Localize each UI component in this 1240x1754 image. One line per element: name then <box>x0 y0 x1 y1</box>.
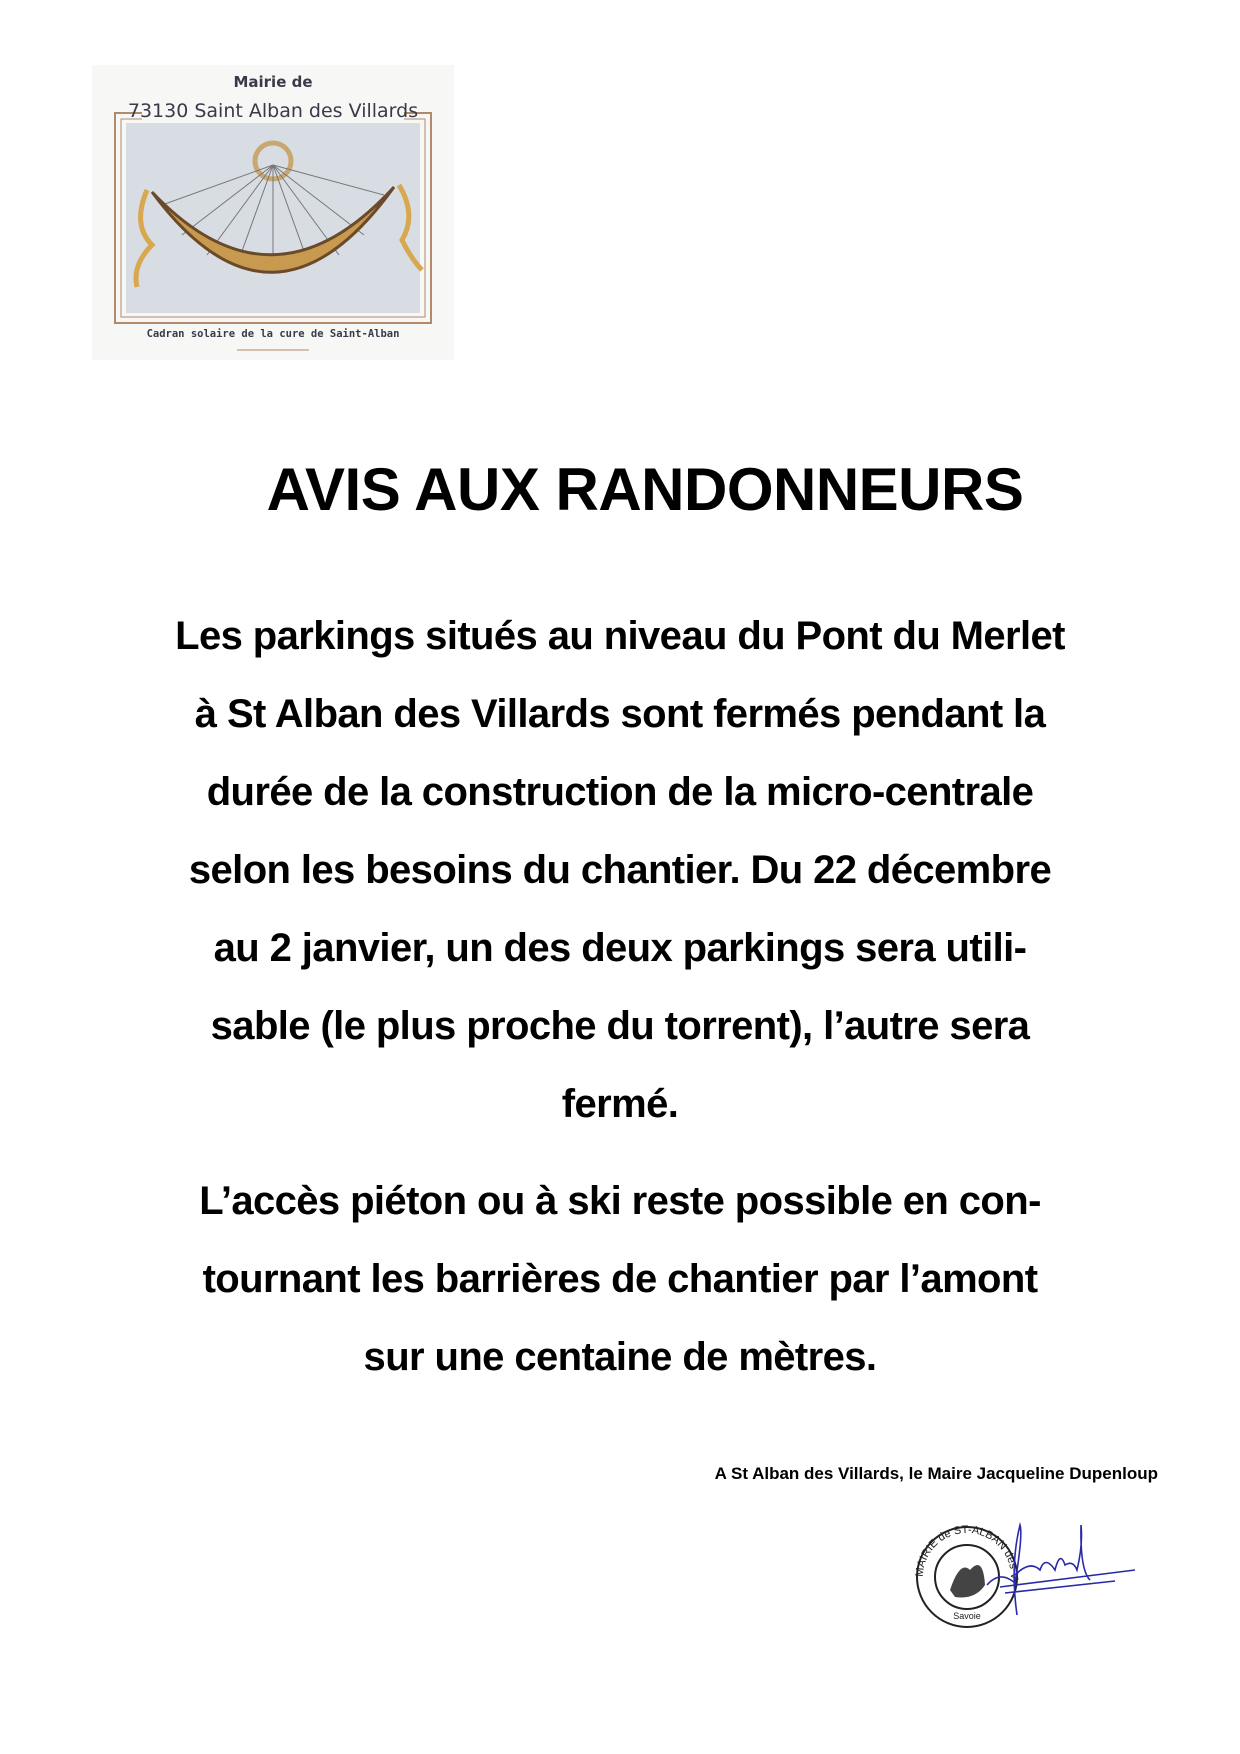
notice-paragraph-1 <box>0 597 1240 1143</box>
text-line: fermé. <box>561 1082 679 1126</box>
page-title: AVIS AUX RANDONNEURS <box>266 456 1024 523</box>
text-line: selon les besoins du chantier. Du 22 décembre <box>188 848 1052 892</box>
text-line: Les parkings situés au niveau du Pont du Merlet <box>175 614 1065 658</box>
text-line: durée de la construction de la micro-centrale <box>206 770 1034 814</box>
mairie-logo <box>92 65 454 360</box>
logo-caption: Cadran solaire de la cure de Saint-Alban <box>146 328 400 340</box>
signature-line: A St Alban des Villards, le Maire Jacqueline Dupenloup <box>714 1464 1158 1483</box>
logo-header: Mairie de <box>233 73 313 91</box>
text-line: sable (le plus proche du torrent), l’autre sera <box>210 1004 1030 1048</box>
stamp-bottom-text: Savoie <box>953 1611 981 1621</box>
text-line: L’accès piéton ou à ski reste possible en con- <box>199 1179 1041 1223</box>
logo-town: 73130 Saint Alban des Villards <box>127 100 419 122</box>
stamp-text: MAIRIE de ST-ALBAN des V <box>913 1523 1021 1580</box>
text-line: sur une centaine de mètres. <box>363 1335 877 1379</box>
official-stamp-and-signature <box>905 1515 1145 1640</box>
notice-paragraph-2 <box>0 1162 1240 1396</box>
text-line: à St Alban des Villards sont fermés pendant la <box>194 692 1046 736</box>
text-line: au 2 janvier, un des deux parkings sera utili- <box>213 926 1027 970</box>
text-line: tournant les barrières de chantier par l’amont <box>202 1257 1038 1301</box>
stamp-emblem-icon <box>950 1565 985 1598</box>
